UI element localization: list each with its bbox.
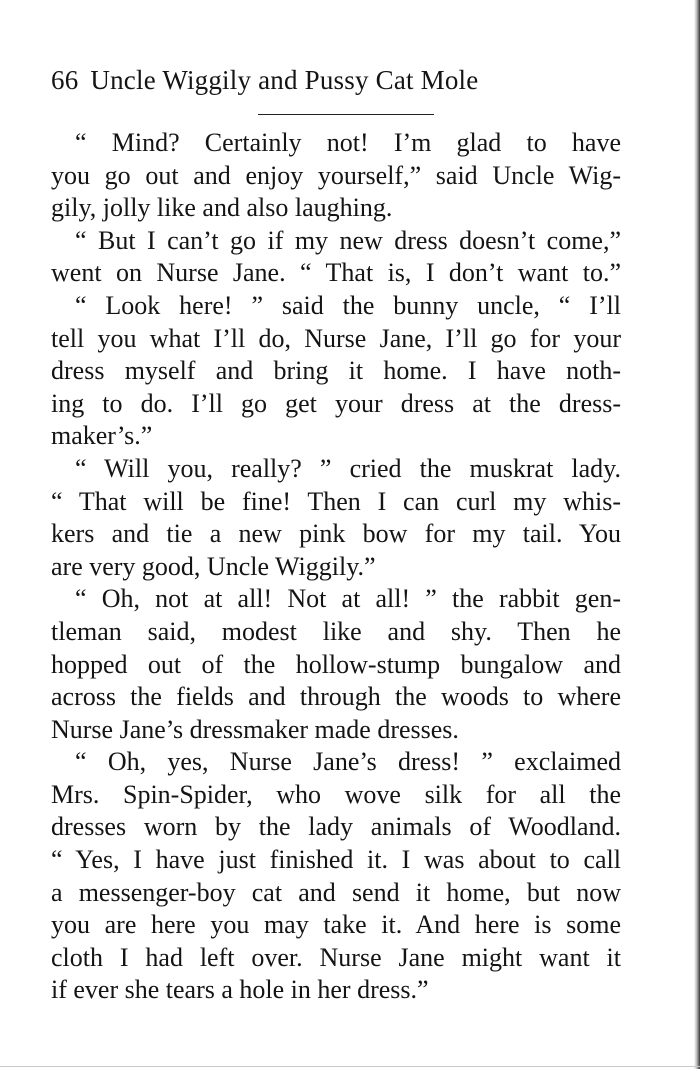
book-title: Uncle Wiggily and Pussy Cat Mole xyxy=(90,65,479,95)
text-line: “ That will be fine! Then I can curl my whis- xyxy=(51,486,621,516)
text-line: “ Look here! ” said the bunny uncle, “ I’ll xyxy=(75,290,621,320)
text-line: gily, jolly like and also laughing. xyxy=(51,193,393,223)
text-line: went on Nurse Jane. “ That is, I don’t want to.” xyxy=(51,258,621,288)
text-line: are very good, Uncle Wiggily.” xyxy=(51,551,376,581)
text-line: “ Oh, yes, Nurse Jane’s dress! ” exclaimed xyxy=(75,747,621,777)
body-text xyxy=(51,127,621,1007)
text-line: Nurse Jane’s dressmaker made dresses. xyxy=(51,714,459,744)
text-line: dress myself and bring it home. I have noth- xyxy=(51,356,621,386)
text-line: “ Oh, not at all! Not at all! ” the rabbit gen- xyxy=(75,584,621,614)
page-edge-shadow xyxy=(694,0,700,1069)
text-line: you are here you may take it. And here is some xyxy=(51,910,621,940)
text-line: cloth I had left over. Nurse Jane might want it xyxy=(51,942,621,972)
text-line: across the fields and through the woods to where xyxy=(51,682,621,712)
running-head xyxy=(51,62,478,98)
text-line: “ Will you, really? ” cried the muskrat lady. xyxy=(75,453,621,483)
header-rule xyxy=(258,114,434,115)
text-line: “ Yes, I have just finished it. I was about to call xyxy=(51,845,621,875)
text-line: if ever she tears a hole in her dress.” xyxy=(51,975,429,1005)
text-line: hopped out of the hollow-stump bungalow and xyxy=(51,649,621,679)
text-line: “ Mind? Certainly not! I’m glad to have xyxy=(75,128,621,157)
text-line: tleman said, modest like and shy. Then he xyxy=(51,616,621,646)
text-line: Mrs. Spin-Spider, who wove silk for all the xyxy=(51,779,621,809)
text-line: you go out and enjoy yourself,” said Uncle Wig- xyxy=(51,160,621,190)
text-line: “ But I can’t go if my new dress doesn’t come,” xyxy=(75,225,621,255)
text-line: dresses worn by the lady animals of Woodland. xyxy=(51,812,621,842)
text-line: maker’s.” xyxy=(51,421,153,451)
text-line: ing to do. I’ll go get your dress at the dress- xyxy=(51,388,621,418)
text-line: tell you what I’ll do, Nurse Jane, I’ll go for your xyxy=(51,323,621,353)
text-line: kers and tie a new pink bow for my tail. You xyxy=(51,519,621,549)
page-bottom-edge xyxy=(0,1066,700,1067)
page-number: 66 xyxy=(51,65,79,95)
text-line: a messenger-boy cat and send it home, but now xyxy=(51,877,621,907)
